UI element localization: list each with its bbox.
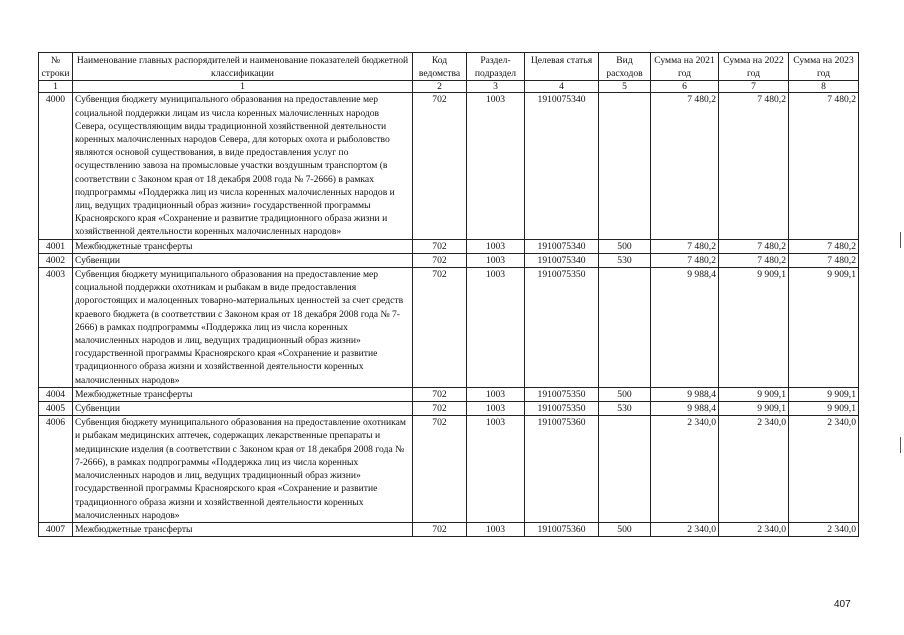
row-target-article: 1910075340 — [525, 253, 599, 267]
header-department-code: Код ведомства — [413, 53, 467, 81]
row-number: 4001 — [39, 239, 73, 253]
row-name: Межбюджетные трансферты — [73, 239, 413, 253]
row-sum-2022: 9 909,1 — [719, 402, 789, 416]
table-row — [39, 522, 859, 536]
row-sum-2021: 7 480,2 — [651, 93, 719, 239]
row-department-code: 702 — [413, 522, 467, 536]
table-row — [39, 416, 859, 523]
column-number: 6 — [651, 81, 719, 93]
row-name: Субвенции — [73, 402, 413, 416]
row-name: Субвенции — [73, 253, 413, 267]
budget-table — [38, 52, 859, 537]
row-section: 1003 — [467, 522, 525, 536]
row-expense-type: 500 — [599, 522, 651, 536]
row-sum-2021: 2 340,0 — [651, 522, 719, 536]
document-page — [38, 52, 859, 537]
row-number: 4000 — [39, 93, 73, 239]
row-section: 1003 — [467, 402, 525, 416]
row-sum-2021: 7 480,2 — [651, 253, 719, 267]
row-department-code: 702 — [413, 253, 467, 267]
header-name: Наименование главных распорядителей и наименование показателей бюджетной классификации — [73, 53, 413, 81]
row-sum-2023: 7 480,2 — [789, 239, 859, 253]
row-department-code: 702 — [413, 239, 467, 253]
row-section: 1003 — [467, 416, 525, 523]
row-sum-2021: 7 480,2 — [651, 239, 719, 253]
row-name: Субвенция бюджету муниципального образования на предоставление мер социальной поддержки лицам из числа коренных малочисленных народов Севера, осуществляющим виды традиционной хозяйственной деятельности коренных малочисленных народов Севера, для которых охота и рыболовство являются основой существования, в виде предоставления услуг по осуществлению завоза на промысловые участки воздушным транспортом (в соответствии с Законом края от 18 декабря 2008 года № 7-2666) в рамках подпрограммы «Поддержка лиц из числа коренных малочисленных народов и лиц, ведущих традиционный образ жизни» государственной программы Красноярского края «Сохранение и развитие традиционного образа жизни и хозяйственной деятельности коренных малочисленных народов» — [73, 93, 413, 239]
row-expense-type: 530 — [599, 253, 651, 267]
row-expense-type: 530 — [599, 402, 651, 416]
row-target-article: 1910075340 — [525, 93, 599, 239]
scan-edge-mark — [900, 437, 901, 453]
row-department-code: 702 — [413, 268, 467, 388]
row-expense-type: 500 — [599, 387, 651, 401]
column-number: 2 — [413, 81, 467, 93]
table-row — [39, 253, 859, 267]
row-sum-2021: 9 988,4 — [651, 402, 719, 416]
row-sum-2021: 9 988,4 — [651, 387, 719, 401]
table-row — [39, 239, 859, 253]
header-row-number: № строки — [39, 53, 73, 81]
row-target-article: 1910075350 — [525, 387, 599, 401]
row-number: 4003 — [39, 268, 73, 388]
row-department-code: 702 — [413, 402, 467, 416]
column-number: 4 — [525, 81, 599, 93]
row-section: 1003 — [467, 93, 525, 239]
row-sum-2022: 7 480,2 — [719, 239, 789, 253]
row-sum-2023: 7 480,2 — [789, 253, 859, 267]
column-number: 7 — [719, 81, 789, 93]
row-section: 1003 — [467, 253, 525, 267]
row-target-article: 1910075350 — [525, 402, 599, 416]
header-expense-type: Вид расходов — [599, 53, 651, 81]
row-number: 4006 — [39, 416, 73, 523]
row-sum-2022: 9 909,1 — [719, 268, 789, 388]
table-header-row — [39, 53, 859, 81]
table-row — [39, 402, 859, 416]
row-number: 4002 — [39, 253, 73, 267]
column-number: 1 — [73, 81, 413, 93]
row-name: Межбюджетные трансферты — [73, 387, 413, 401]
header-sum-2022: Сумма на 2022 год — [719, 53, 789, 81]
row-section: 1003 — [467, 268, 525, 388]
page-number: 407 — [834, 599, 851, 610]
row-sum-2023: 9 909,1 — [789, 402, 859, 416]
row-sum-2023: 7 480,2 — [789, 93, 859, 239]
row-sum-2023: 2 340,0 — [789, 522, 859, 536]
row-expense-type: 500 — [599, 239, 651, 253]
row-target-article: 1910075340 — [525, 239, 599, 253]
row-expense-type — [599, 416, 651, 523]
column-number: 8 — [789, 81, 859, 93]
table-row — [39, 387, 859, 401]
row-sum-2021: 9 988,4 — [651, 268, 719, 388]
row-department-code: 702 — [413, 387, 467, 401]
row-number: 4005 — [39, 402, 73, 416]
header-sum-2021: Сумма на 2021 год — [651, 53, 719, 81]
row-sum-2022: 7 480,2 — [719, 253, 789, 267]
row-name: Субвенция бюджету муниципального образования на предоставление мер социальной поддержки охотникам и рыбакам в виде предоставления дорогостоящих и малоценных товарно-материальных ценностей за счет средств краевого бюджета (в соответствии с Законом края от 18 декабря 2008 года № 7-2666) в рамках подпрограммы «Поддержка лиц из числа коренных малочисленных народов и лиц, ведущих традиционный образ жизни» государственной программы Красноярского края «Сохранение и развитие традиционного образа жизни и хозяйственной деятельности коренных малочисленных народов» — [73, 268, 413, 388]
row-sum-2022: 2 340,0 — [719, 416, 789, 523]
row-section: 1003 — [467, 239, 525, 253]
column-number: 1 — [39, 81, 73, 93]
row-department-code: 702 — [413, 416, 467, 523]
row-target-article: 1910075360 — [525, 416, 599, 523]
row-target-article: 1910075360 — [525, 522, 599, 536]
row-sum-2021: 2 340,0 — [651, 416, 719, 523]
row-number: 4007 — [39, 522, 73, 536]
table-row — [39, 93, 859, 239]
header-section: Раздел-подраздел — [467, 53, 525, 81]
column-number: 3 — [467, 81, 525, 93]
row-department-code: 702 — [413, 93, 467, 239]
row-name: Субвенция бюджету муниципального образования на предоставление охотникам и рыбакам медицинских аптечек, содержащих лекарственные препараты и медицинские изделия (в соответствии с Законом края от 18 декабря 2008 года № 7-2666), в рамках подпрограммы «Поддержка лиц из числа коренных малочисленных народов и лиц, ведущих традиционный образ жизни» государственной программы Красноярского края «Сохранение и развитие традиционного образа жизни и хозяйственной деятельности коренных малочисленных народов» — [73, 416, 413, 523]
row-expense-type — [599, 93, 651, 239]
row-sum-2023: 9 909,1 — [789, 387, 859, 401]
row-sum-2022: 9 909,1 — [719, 387, 789, 401]
row-name: Межбюджетные трансферты — [73, 522, 413, 536]
row-section: 1003 — [467, 387, 525, 401]
row-sum-2023: 2 340,0 — [789, 416, 859, 523]
scan-edge-mark — [900, 232, 901, 248]
row-sum-2022: 2 340,0 — [719, 522, 789, 536]
row-sum-2022: 7 480,2 — [719, 93, 789, 239]
column-number-row — [39, 81, 859, 93]
column-number: 5 — [599, 81, 651, 93]
row-target-article: 1910075350 — [525, 268, 599, 388]
header-target-article: Целевая статья — [525, 53, 599, 81]
header-sum-2023: Сумма на 2023 год — [789, 53, 859, 81]
table-row — [39, 268, 859, 388]
row-number: 4004 — [39, 387, 73, 401]
row-sum-2023: 9 909,1 — [789, 268, 859, 388]
row-expense-type — [599, 268, 651, 388]
